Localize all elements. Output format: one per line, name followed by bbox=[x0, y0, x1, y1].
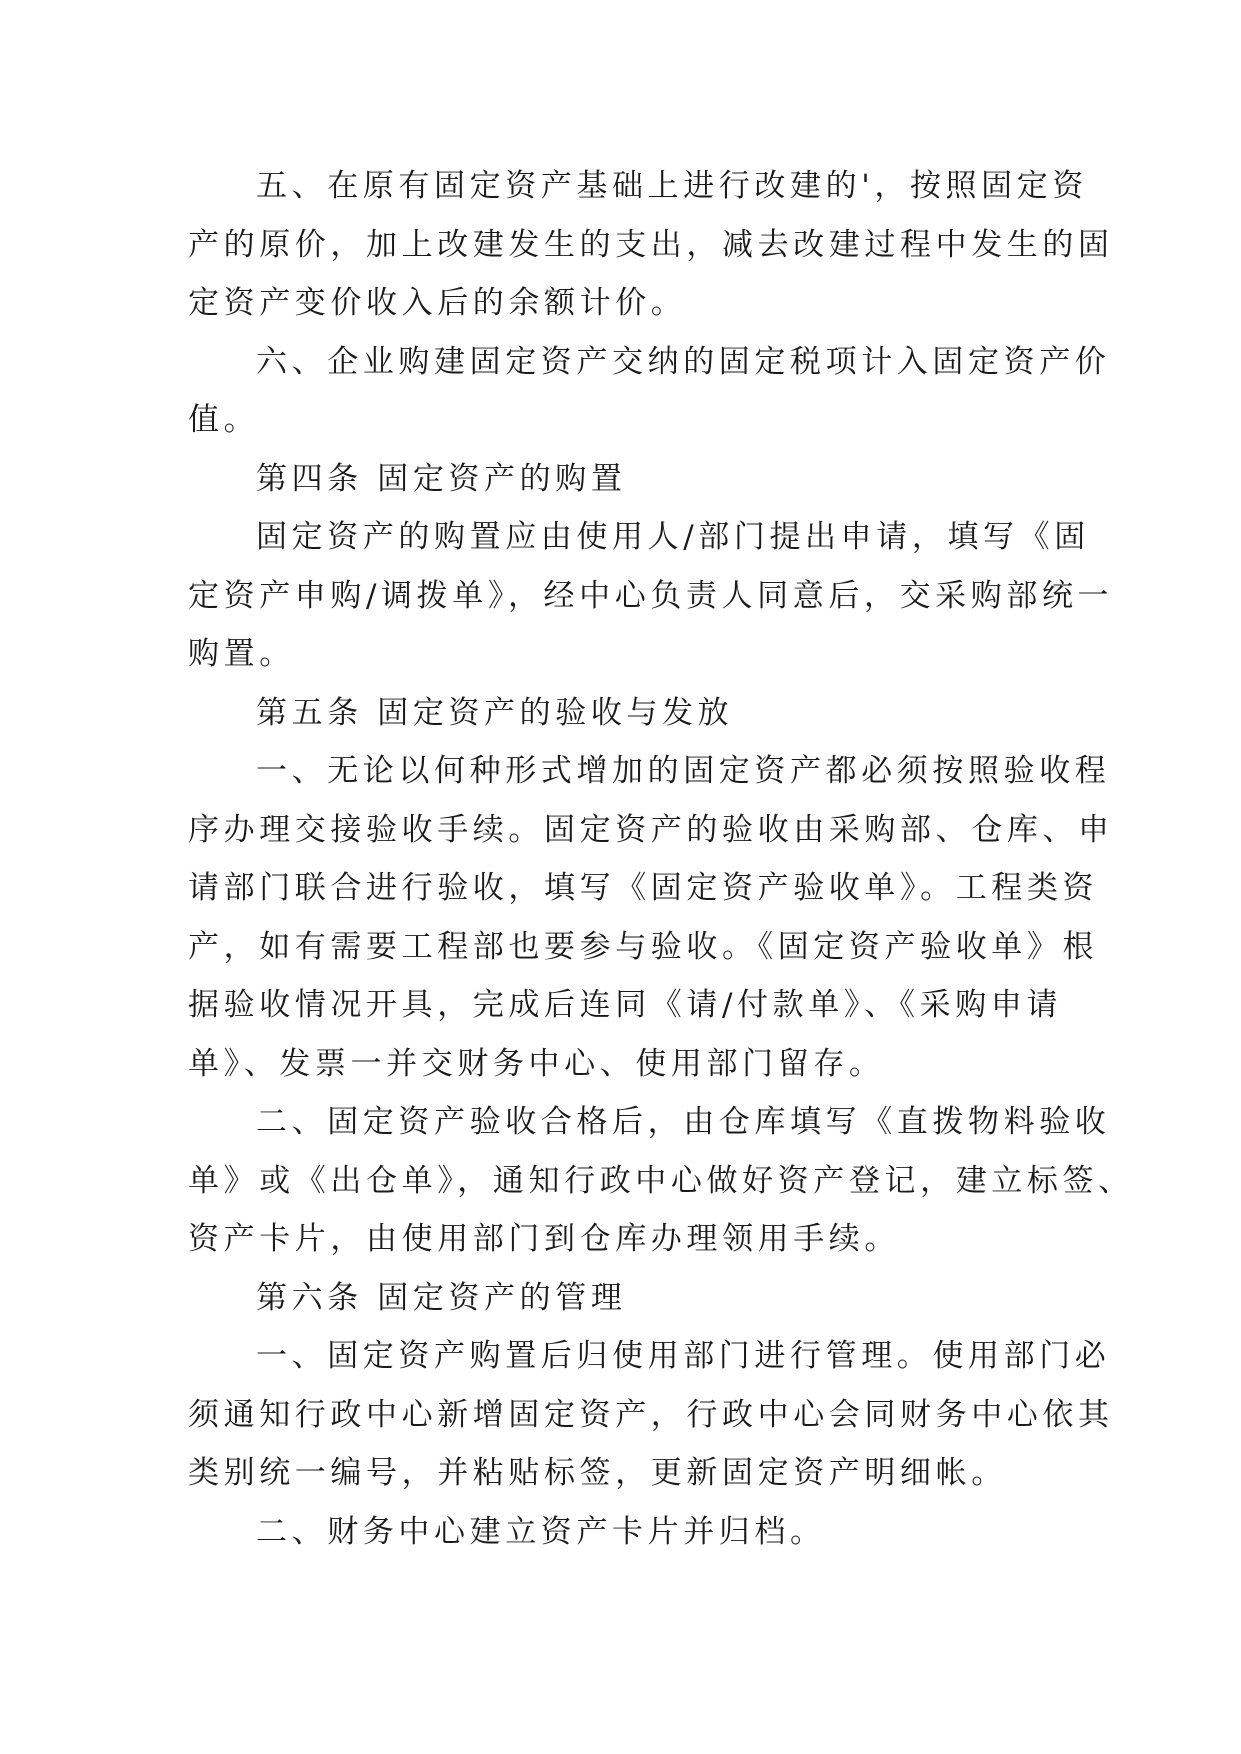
text-line: 据验收情况开具，完成后连同《请/付款单》、《采购申请 bbox=[188, 987, 1063, 1023]
text-line: 一、固定资产购置后归使用部门进行管理。使用部门必 bbox=[256, 1338, 1111, 1374]
text-line: 产的原价，加上改建发生的支出，减去改建过程中发生的固 bbox=[188, 226, 1114, 263]
text-line: 二、固定资产验收合格后，由仓库填写《直拨物料验收 bbox=[256, 1104, 1111, 1140]
text-line: 须通知行政中心新增固定资产，行政中心会同财务中心依其 bbox=[188, 1396, 1114, 1433]
text-line: 五、在原有固定资产基础上进行改建的'，按照固定资 bbox=[256, 168, 1088, 204]
text-line: 购置。 bbox=[188, 636, 295, 672]
text-line: 产，如有需要工程部也要参与验收。《固定资产验收单》根 bbox=[188, 928, 1099, 965]
text-line: 序办理交接验收手续。固定资产的验收由采购部、仓库、申 bbox=[188, 811, 1114, 848]
section-heading: 第四条 固定资产的购置 bbox=[256, 460, 627, 497]
text-line: 固定资产的购置应由使用人/部门提出申请，填写《固 bbox=[256, 519, 1090, 555]
text-line: 资产卡片，由使用部门到仓库办理领用手续。 bbox=[188, 1221, 900, 1257]
text-line: 六、企业购建固定资产交纳的固定税项计入固定资产价 bbox=[256, 343, 1111, 380]
text-line: 请部门联合进行验收，填写《固定资产验收单》。工程类资 bbox=[188, 870, 1099, 906]
text-line: 值。 bbox=[188, 402, 260, 438]
text-line: 定资产申购/调拨单》，经中心负责人同意后，交采购部统一 bbox=[188, 577, 1114, 614]
text-line: 单》或《出仓单》，通知行政中心做好资产登记，建立标签、 bbox=[188, 1162, 1134, 1199]
text-line: 定资产变价收入后的余额计价。 bbox=[188, 285, 687, 321]
section-heading: 第六条 固定资产的管理 bbox=[256, 1279, 627, 1316]
section-heading: 第五条 固定资产的验收与发放 bbox=[256, 694, 734, 731]
text-line: 类别统一编号，并粘贴标签，更新固定资产明细帐。 bbox=[188, 1455, 1007, 1491]
text-line: 二、财务中心建立资产卡片并归档。 bbox=[256, 1513, 826, 1550]
document-page bbox=[188, 157, 1134, 1561]
text-line: 一、无论以何种形式增加的固定资产都必须按照验收程 bbox=[256, 753, 1111, 789]
text-line: 单》、发票一并交财务中心、使用部门留存。 bbox=[188, 1045, 885, 1082]
